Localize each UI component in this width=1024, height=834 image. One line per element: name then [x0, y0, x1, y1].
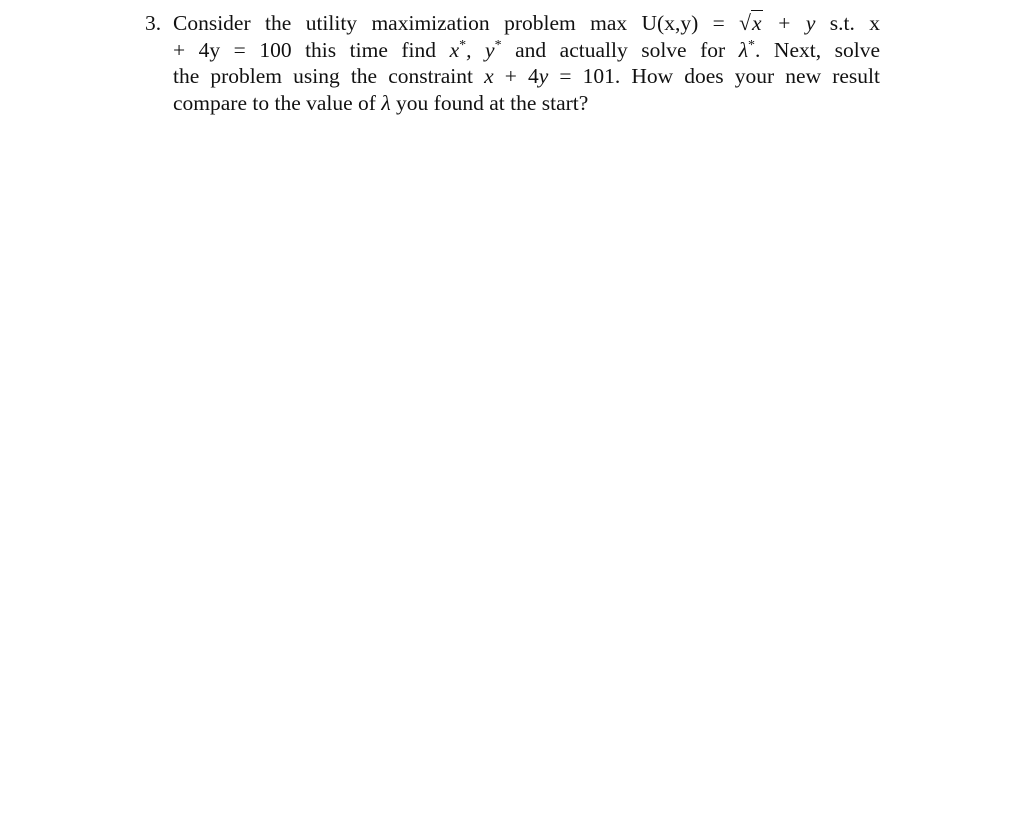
radical-sign: √: [739, 11, 751, 35]
text-run: you found at the start?: [390, 90, 589, 115]
math-symbol: λ: [381, 90, 391, 115]
sqrt-argument: x: [751, 11, 762, 35]
superscript-star: *: [748, 37, 756, 53]
text-run: Consider the utility maximization problem max U(x,y) =: [173, 11, 740, 35]
math-symbol: y: [538, 64, 549, 88]
math-symbol: , y: [466, 37, 495, 62]
text-run: + 4y = 100 this time find: [173, 37, 450, 62]
text-run: and actually solve for: [501, 37, 739, 62]
problem-line: [173, 90, 880, 117]
superscript-star: *: [494, 37, 502, 53]
text-run: . Next, solve: [755, 37, 880, 62]
problem-text: [173, 10, 880, 116]
problem-line: [173, 37, 880, 64]
math-symbol: λ: [738, 37, 749, 62]
text-run: = 101. How does your new result: [548, 64, 880, 88]
problem-line: [173, 63, 880, 90]
text-run: compare to the value of: [173, 90, 382, 115]
math-symbol: x: [449, 37, 460, 62]
math-symbol: x: [484, 64, 494, 88]
text-run: s.t. x: [815, 11, 880, 35]
sqrt-expression: [739, 11, 762, 35]
problem-line: [173, 10, 880, 37]
text-run: the problem using the constraint: [173, 64, 485, 88]
text-run: + 4: [493, 64, 539, 88]
problem-3: [145, 10, 880, 116]
problem-number: 3.: [145, 11, 162, 35]
superscript-star: *: [459, 37, 467, 53]
math-symbol: + y: [762, 11, 816, 35]
